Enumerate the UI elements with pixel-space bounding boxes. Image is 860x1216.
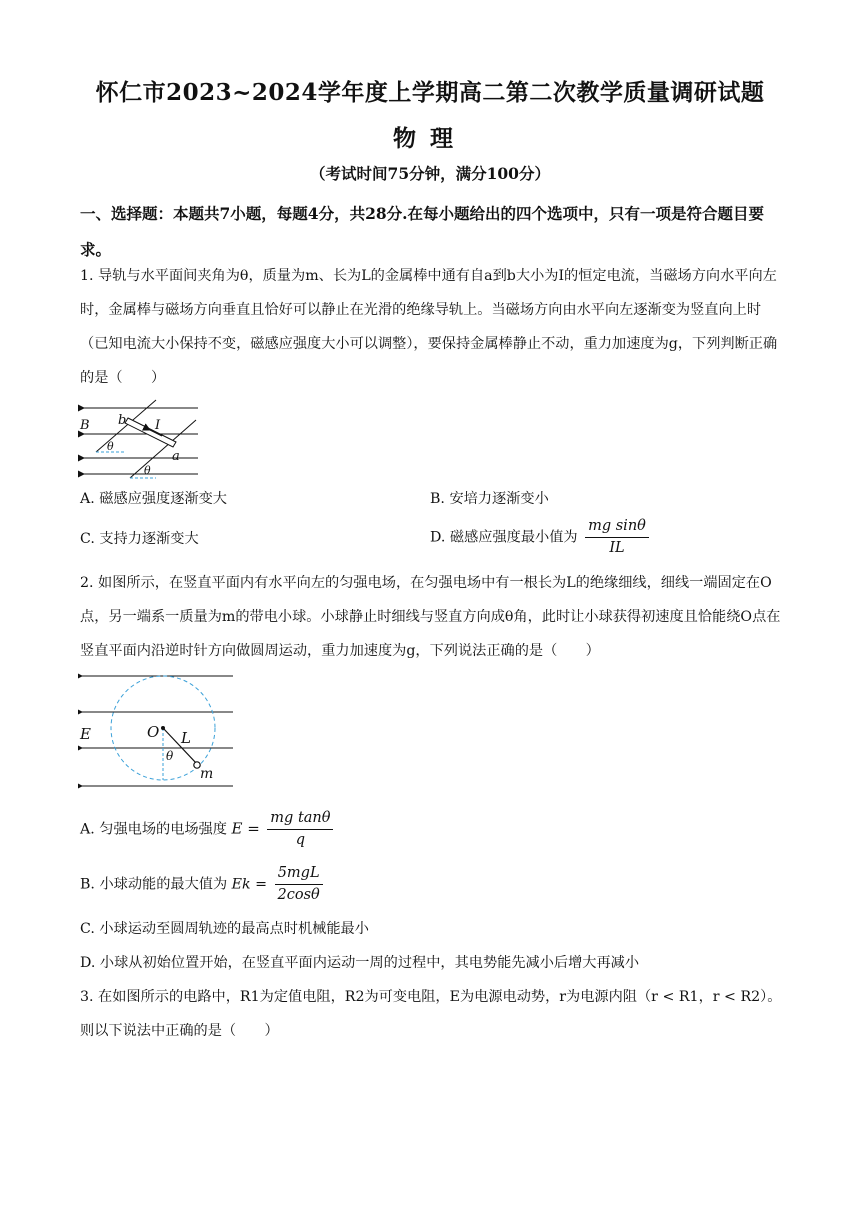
- q2-option-d: D. 小球从初始位置开始，在竖直平面内运动一周的过程中，其电势能先减小后增大再减小: [80, 955, 640, 971]
- pivot-point: [161, 726, 165, 730]
- label-theta-2: θ: [144, 464, 151, 477]
- subject-title: 物理: [393, 125, 467, 152]
- q1-d-denominator: IL: [609, 540, 625, 556]
- exam-title: 怀仁市2023~2024学年度上学期高二第二次教学质量调研试题: [95, 79, 765, 106]
- label-theta: θ: [166, 749, 174, 763]
- q2-option-a: [80, 808, 336, 851]
- label-O: O: [147, 723, 160, 741]
- q1-d-numerator: mg sinθ: [585, 516, 649, 538]
- label-E: E: [80, 725, 91, 743]
- q1-option-b: B. 安培力逐渐变小: [430, 491, 549, 507]
- question-1-figure: [78, 396, 208, 482]
- q2-option-a-text: A. 匀强电场的电场强度: [80, 821, 227, 838]
- q1-option-c: C. 支持力逐渐变大: [80, 531, 199, 547]
- q2-option-a-fraction: [267, 808, 333, 851]
- question-2-stem: 2. 如图所示，在竖直平面内有水平向左的匀强电场，在匀强电场中有一根长为L的绝缘细线，细线一端固定在O点，另一端系一质量为m的带电小球。小球静止时细线与竖直方向成θ角，此时让小球获得初速度且恰能绕O点在竖直平面内沿逆时针方向做圆周运动，重力加速度为g，下列说法正确的是（ ）: [80, 575, 781, 659]
- label-a: a: [172, 449, 180, 464]
- q1-option-a: A. 磁感应强度逐渐变大: [80, 491, 227, 507]
- q2-option-b: [80, 863, 326, 906]
- q2-b-denominator: 2cosθ: [277, 887, 320, 903]
- label-B: B: [80, 418, 90, 433]
- magnetic-field-lines: [84, 408, 198, 474]
- question-1-stem: 1. 导轨与水平面间夹角为θ，质量为m、长为L的金属棒中通有自a到b大小为I的恒定电流，当磁场方向水平向左时，金属棒与磁场方向垂直且恰好可以静止在光滑的绝缘导轨上。当磁场方向由水平向左逐渐变为竖直向上时（已知电流大小保持不变，磁感应强度大小可以调整），要保持金属棒静止不动，重力加速度为g，下列判断正确的是（ ）: [80, 268, 778, 386]
- exam-info: （考试时间75分钟，满分100分）: [310, 164, 550, 183]
- question-3-stem: 3. 在如图所示的电路中，R1为定值电阻，R2为可变电阻，E为电源电动势，r为电源内阻（r < R1，r < R2）。则以下说法中正确的是（ ）: [80, 989, 782, 1039]
- q2-option-b-text: B. 小球动能的最大值为: [80, 876, 228, 893]
- label-I: I: [155, 418, 161, 433]
- question-2-figure: [78, 666, 248, 796]
- q2-option-b-fraction: [275, 863, 323, 906]
- metal-rod: [125, 418, 176, 447]
- label-theta-1: θ: [107, 440, 114, 453]
- q2-b-numerator: 5mgL: [275, 863, 323, 885]
- q1-option-d: [430, 516, 652, 559]
- q1-option-d-text: D. 磁感应强度最小值为: [430, 529, 578, 546]
- q2-a-numerator: mg tanθ: [267, 808, 333, 830]
- q2-a-lhs: E =: [231, 819, 260, 838]
- q1-option-d-fraction: [585, 516, 649, 559]
- label-b: b: [118, 413, 127, 428]
- label-m: m: [200, 766, 214, 782]
- q2-option-c: C. 小球运动至圆周轨迹的最高点时机械能最小: [80, 921, 369, 937]
- q2-b-lhs: Ek =: [231, 876, 268, 893]
- section-heading: 一、选择题：本题共7小题，每题4分，共28分.在每小题给出的四个选项中，只有一项是符合题目要求。: [80, 204, 765, 259]
- q2-a-denominator: q: [295, 832, 306, 848]
- label-L: L: [181, 729, 191, 747]
